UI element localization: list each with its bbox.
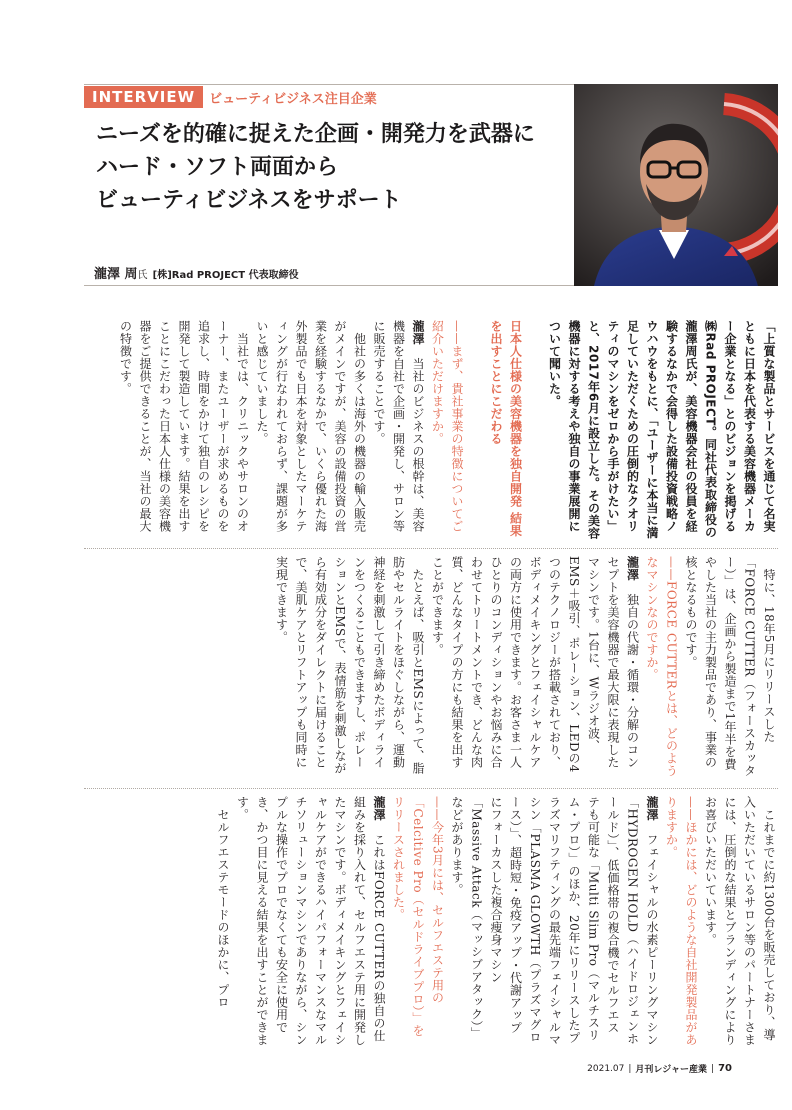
category-label: ビューティビジネス注目企業 [209, 91, 377, 107]
section3-answer-p1: フェイシャルの水素ピーリングマシン「HYDROGEN HOLD（ハイドロジェンホールド）」、低価格帯の複合機でセルフエステも可能な「Multi Slim Pro（マルチスリム・プロ）」のほか、20年にリリースしたプラズマリフティングの最先端フェイシャルマシン「PLASMA GLOWTH（プラズマグロース）」、超時短・免疫アップ・代謝アップにフォーカスした複合痩身マシン「Massive Attack（マッシブアタック）」などがあります。 [450, 796, 659, 1046]
section1-answer-p2: 他社の多くは海外の機器の輸入販売がメインですが、美容の設備投資の営業を経験するなかで、いくら優れた海外製品でも日本を対象としたマーケティングが行なわれておらず、課題が多いと感じていました。 [255, 320, 367, 533]
interviewee-name: 瀧澤 周 [94, 267, 138, 282]
magazine-logo: 月刊レジャー産業 [635, 1065, 708, 1075]
tier1-text [84, 320, 778, 542]
tier3-text [84, 796, 778, 1046]
speaker-label: 瀧澤 [625, 556, 640, 581]
speaker-label: 瀧澤 [372, 796, 386, 821]
section1-question: ——まず、貴社事業の特徴についてご紹介いただけますか。 [430, 320, 464, 533]
interviewee-role: [株]Rad PROJECT 代表取締役 [152, 270, 299, 281]
section1-answer-p3: 当社では、クリニックやサロンのオーナー、またユーザーが求めるものを追求し、時間をかけて独自のレシピを開発して製造しています。結果を出すことにこだわった日本人仕様の美容機器をご提供できることが、当社の最大の特徴です。 [118, 320, 250, 533]
byline [94, 263, 299, 282]
headline-line-3: ビューティビジネスをサポート [96, 187, 402, 213]
tier2-text [84, 556, 778, 778]
tier-divider-1 [84, 548, 778, 549]
section3-question: ——ほかには、どのような自社開発製品がありますか。 [664, 796, 698, 1046]
speaker-label: 瀧澤 [411, 320, 425, 345]
lead-paragraph: 「上質な製品とサービスを通じて名実ともに日本を代表する美容機器メーカー企業となる」とのビジョンを掲げる㈱Rad PROJECT。同社代表取締役の瀧澤周氏が、美容機器会社の役員を経験するなかで会得した設備投資戦略ノウハウをもとに、「ユーザーに本当に満足していただくための圧倒的なクオリティのマシンをゼロから手がけたい」と、2017年6月に設立した。その美容機器に対する考えや独自の事業展開について聞いた。 [547, 320, 776, 540]
section1-heading: 日本人仕様の美容機器を独自開発 結果を出すことにこだわる [489, 320, 523, 538]
section3-answer-p3: セルフエステモードのほかに、プロ [216, 808, 230, 1009]
section2-answer-p1: 独自の代謝・循環・分解のコンセプトを美容機器で最大限に表現したマシンです。1台に、Wラジオ波、EMS＋吸引、ポレーション、LEDの4つのテクノロジーが搭載されており、ボディメイキングとフェイシャルケアの両方に使用できます。お客さま一人ひとりのコンディションやお悩みに合わせてトリートメントでき、どんな肉質、どんなタイプの方にも結果を出すことができます。 [430, 556, 640, 773]
headline-line-2: ハード・ソフト両面から [96, 154, 339, 180]
portrait-illustration [574, 84, 778, 286]
section2-answer-p2: たとえば、吸引とEMSによって、脂肪やセルライトをほぐしながら、運動神経を刺激して引き締めたボディラインをつくることもできますし、ポレーションとEMSで、表情筋を刺激しながら有効成分をダイレクトに届けることで、美肌ケアとリフトアップも同時に実現できます。 [274, 556, 425, 775]
tier-divider-2 [84, 788, 778, 789]
section2-question: ——FORCE CUTTERとは、どのようなマシンなのですか。 [645, 556, 679, 777]
portrait-photo [574, 84, 778, 286]
section3-question-2: ——今年3月には、セルフエステ用の「Celcitive Pro（セルドライブプロ）」をリリースされました。 [391, 796, 445, 1038]
section2-answer-p3: これまでに約1300台を販売しており、導入いただいているサロン等のパートナーさまには、圧倒的な結果とブランディングによりお喜びいただいています。 [703, 796, 776, 1046]
headline [96, 118, 574, 217]
section1-answer-p1: 当社のビジネスの根幹は、美容機器を自社で企画・開発し、サロン等に販売することです。 [372, 320, 425, 533]
section3-answer-p2: これはFORCE CUTTERの独自の仕組みを採り入れて、セルフエステ用に開発したマシンです。ボディメイキングとフェイシャルケアができるハイパフォーマンスなマルチソリューションマシンでありながら、シンプルな操作でプロでなくても安全に使用でき、かつ目に見える結果を出すことができます。 [235, 796, 386, 1046]
interview-badge: INTERVIEW [84, 86, 203, 108]
issue-date: 2021.07 [587, 1063, 625, 1074]
speaker-label: 瀧澤 [645, 796, 659, 821]
interviewee-honorific: 氏 [137, 270, 148, 281]
headline-line-1: ニーズを的確に捉えた企画・開発力を武器に [96, 121, 535, 147]
page-footer: 2021.07 | 月刊レジャー産業 | 70 [587, 1063, 732, 1075]
section1-answer-p4: 特に、18年5月にリリースした「FORCE CUTTER（フォースカッター）」は、企画から製造まで1年半を費やした当社の主力製品であり、事業の核となるものです。 [684, 556, 776, 777]
page-number: 70 [718, 1063, 732, 1074]
tag-row [84, 86, 377, 108]
